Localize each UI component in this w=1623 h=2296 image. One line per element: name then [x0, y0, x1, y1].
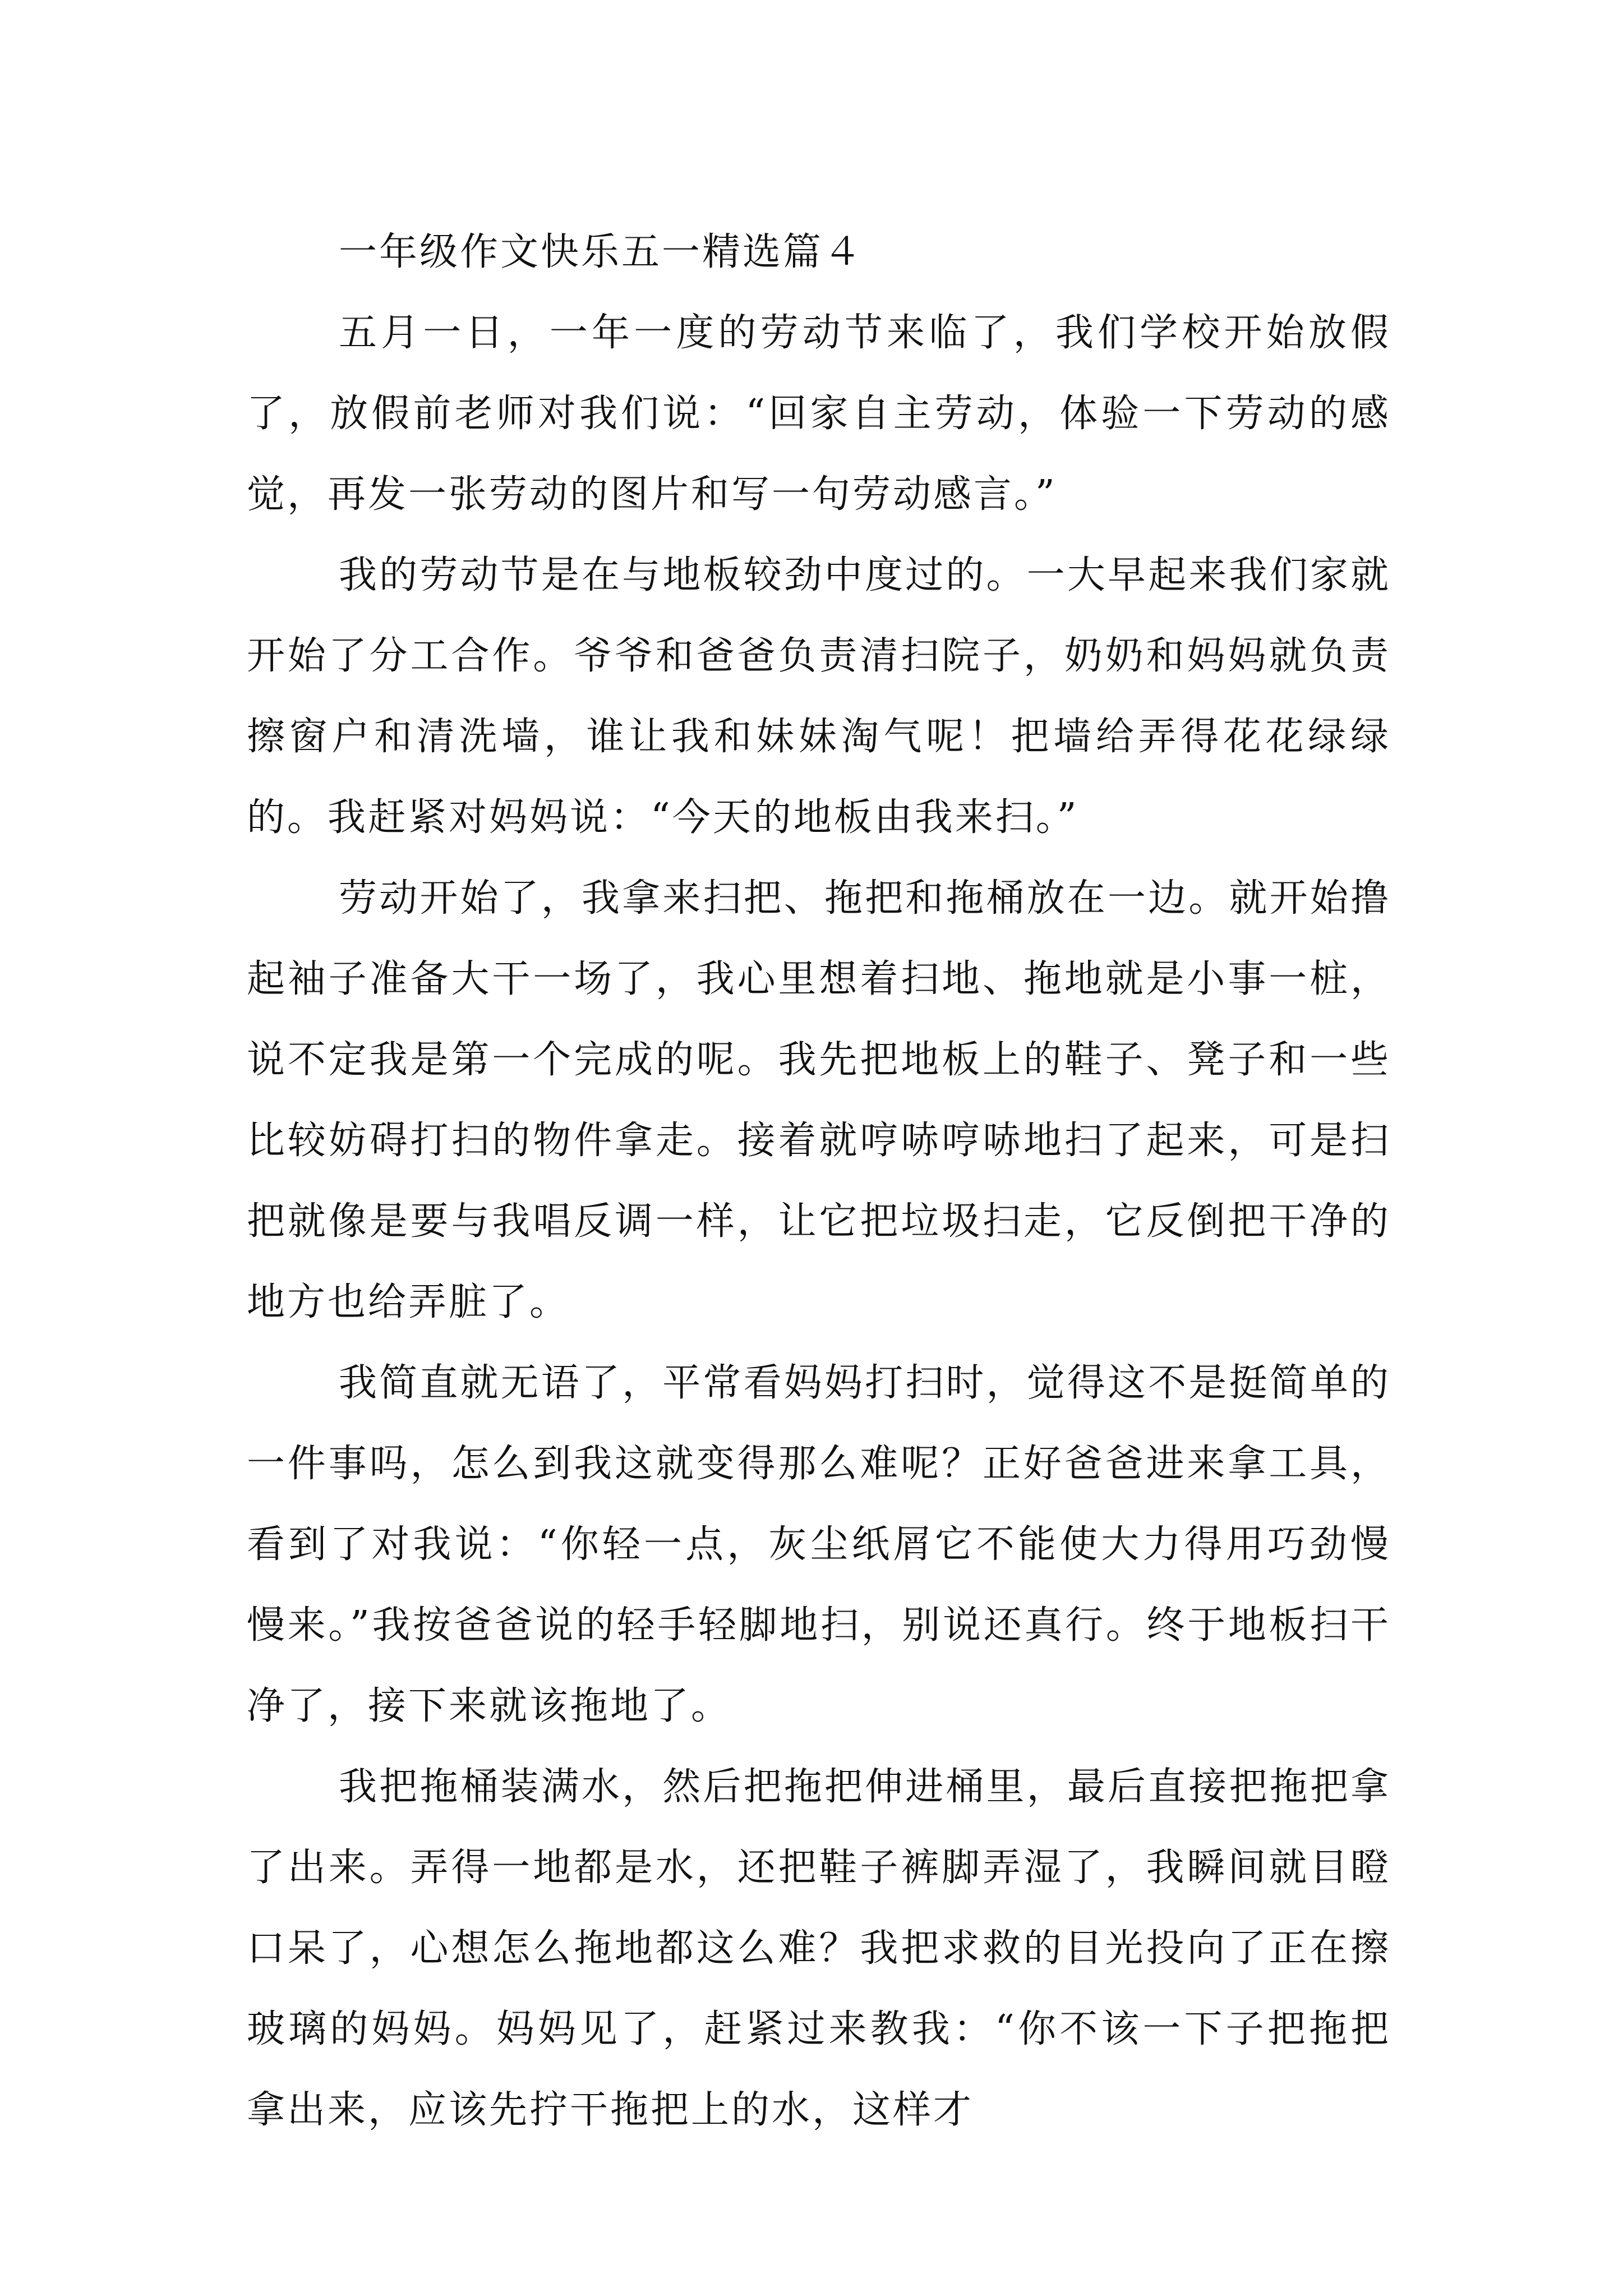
- paragraph-5: 我把拖桶装满水，然后把拖把伸进桶里，最后直接把拖把拿了出来。弄得一地都是水，还把鞋子裤脚弄湿了，我瞬间就目瞪口呆了，心想怎么拖地都这么难？我把求救的目光投向了正在擦玻璃的妈妈。妈妈见了，赶紧过来教我：“你不该一下子把拖把拿出来，应该先拧干拖把上的水，这样才: [247, 1765, 1391, 2132]
- document-title: 一年级作文快乐五一精选篇４: [339, 230, 864, 274]
- paragraph-2: 我的劳动节是在与地板较劲中度过的。一大早起来我们家就开始了分工合作。爷爷和爸爸负责清扫院子，奶奶和妈妈就负责擦窗户和清洗墙，谁让我和妹妹淘气呢！把墙给弄得花花绿绿的。我赶紧对妈妈说：“今天的地板由我来扫。”: [247, 553, 1391, 840]
- paragraph-3: 劳动开始了，我拿来扫把、拖把和拖桶放在一边。就开始撸起袖子准备大干一场了，我心里想着扫地、拖地就是小事一桩，说不定我是第一个完成的呢。我先把地板上的鞋子、凳子和一些比较妨碍打扫的物件拿走。接着就哼哧哼哧地扫了起来，可是扫把就像是要与我唱反调一样，让它把垃圾扫走，它反倒把干净的地方也给弄脏了。: [247, 876, 1391, 1324]
- paragraph-4: 我简直就无语了，平常看妈妈打扫时，觉得这不是挺简单的一件事吗，怎么到我这就变得那么难呢？正好爸爸进来拿工具，看到了对我说：“你轻一点，灰尘纸屑它不能使大力得用巧劲慢慢来。”我按爸爸说的轻手轻脚地扫，别说还真行。终于地板扫干净了，接下来就该拖地了。: [247, 1361, 1391, 1728]
- paragraph-1: 五月一日，一年一度的劳动节来临了，我们学校开始放假了，放假前老师对我们说：“回家自主劳动，体验一下劳动的感觉，再发一张劳动的图片和写一句劳动感言。”: [247, 311, 1391, 517]
- document-body: [247, 212, 1391, 2151]
